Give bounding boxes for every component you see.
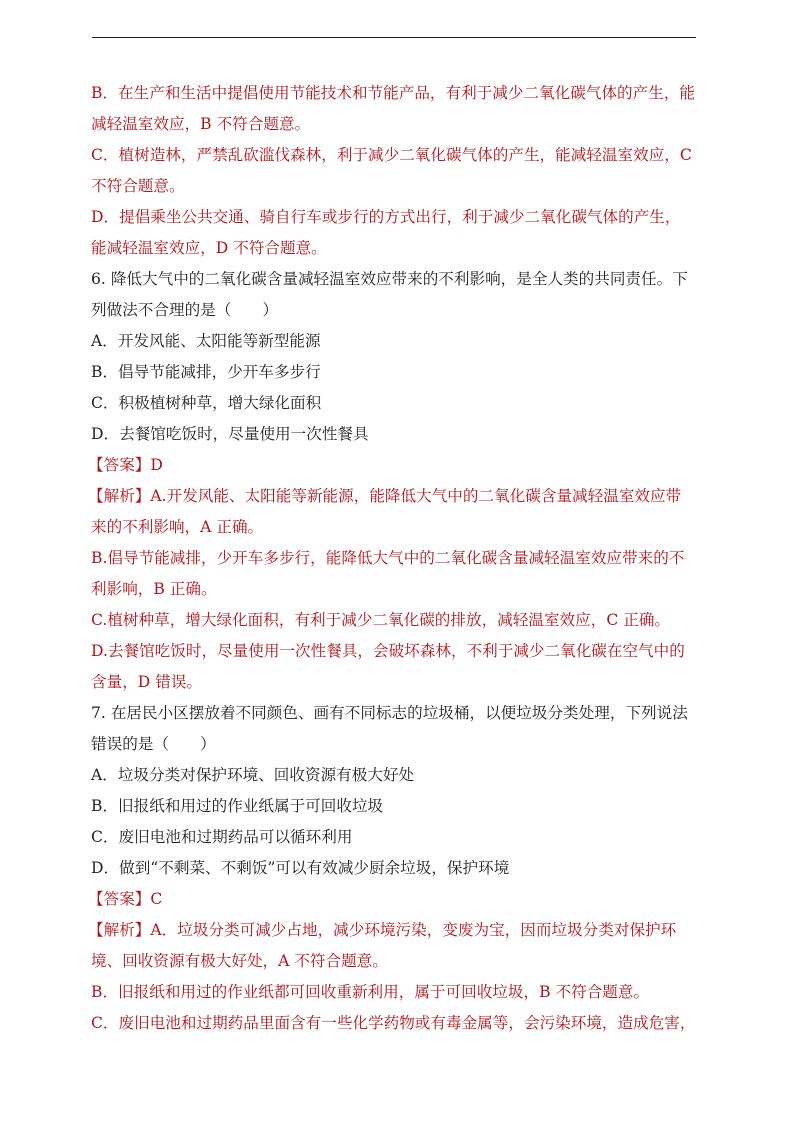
header-rule (92, 37, 696, 38)
explanation-line: B．旧报纸和用过的作业纸都可回收重新利用，属于可回收垃圾，B 不符合题意。 (91, 983, 650, 1001)
question-line: 6. 降低大气中的二氧化碳含量减轻温室效应带来的不利影响，是全人类的共同责任。下 (91, 270, 688, 288)
explanation-line: 能减轻温室效应，D 不符合题意。 (91, 239, 327, 257)
line-text: C (150, 890, 163, 908)
explanation-line: 利影响，B 正确。 (91, 580, 217, 598)
explanation-line: 含量，D 错误。 (91, 673, 203, 691)
explanation-line: B．在生产和生活中提倡使用节能技术和节能产品，有利于减少二氧化碳气体的产生，能 (91, 84, 696, 102)
explanation-line: D.去餐馆吃饭时，尽量使用一次性餐具，会破坏森林，不利于减少二氧化碳在空气中的 (91, 642, 685, 660)
answer-line (88, 481, 706, 512)
question-line: B．旧报纸和用过的作业纸属于可回收垃圾 (91, 797, 384, 815)
explanation-line: 不符合题意。 (91, 177, 185, 195)
question-line: 列做法不合理的是（ ） (91, 301, 279, 319)
section-tag: 【答案】 (88, 456, 151, 474)
question-line: 7. 在居民小区摆放着不同颜色、画有不同标志的垃圾桶，以便垃圾分类处理，下列说法 (91, 704, 688, 722)
line-text: A．垃圾分类可减少占地，减少环境污染，变废为宝，因而垃圾分类对保护环 (150, 921, 677, 939)
explanation-line: C．植树造林，严禁乱砍滥伐森林，利于减少二氧化碳气体的产生，能减轻温室效应，C (91, 146, 692, 164)
question-line: A．开发风能、太阳能等新型能源 (91, 332, 321, 350)
section-tag: 【答案】 (88, 890, 151, 908)
explanation-line: 减轻温室效应，B 不符合题意。 (91, 115, 311, 133)
answer-line (88, 450, 706, 481)
question-line: 错误的是（ ） (91, 735, 216, 753)
explanation-line: C.植树种草，增大绿化面积，有利于减少二氧化碳的排放，减轻温室效应，C 正确。 (91, 611, 671, 629)
document-body (88, 78, 706, 1039)
explanation-line: 来的不利影响，A 正确。 (91, 518, 264, 536)
section-tag: 【解析】 (88, 487, 151, 505)
question-line: D．去餐馆吃饭时，尽量使用一次性餐具 (91, 425, 369, 443)
question-line: C．废旧电池和过期药品可以循环利用 (91, 828, 353, 846)
question-line: D．做到“不剩菜、不剩饭”可以有效减少厨余垃圾，保护环境 (91, 859, 510, 877)
question-line: C．积极植树种草，增大绿化面积 (91, 394, 322, 412)
answer-line (88, 884, 706, 915)
explanation-line: C．废旧电池和过期药品里面含有一些化学药物或有毒金属等，会污染环境，造成危害， (91, 1014, 696, 1032)
answer-line (88, 915, 706, 946)
explanation-line: 境、回收资源有极大好处，A 不符合题意。 (91, 952, 388, 970)
explanation-line: D．提倡乘坐公共交通、骑自行车或步行的方式出行，利于减少二氧化碳气体的产生， (91, 208, 681, 226)
line-text: A.开发风能、太阳能等新能源，能降低大气中的二氧化碳含量减轻温室效应带 (150, 487, 682, 505)
explanation-line: B.倡导节能减排，少开车多步行，能降低大气中的二氧化碳含量减轻温室效应带来的不 (91, 549, 685, 567)
question-line: A．垃圾分类对保护环境、回收资源有极大好处 (91, 766, 415, 784)
section-tag: 【解析】 (88, 921, 151, 939)
line-text: D (150, 456, 163, 474)
question-line: B．倡导节能减排，少开车多步行 (91, 363, 321, 381)
